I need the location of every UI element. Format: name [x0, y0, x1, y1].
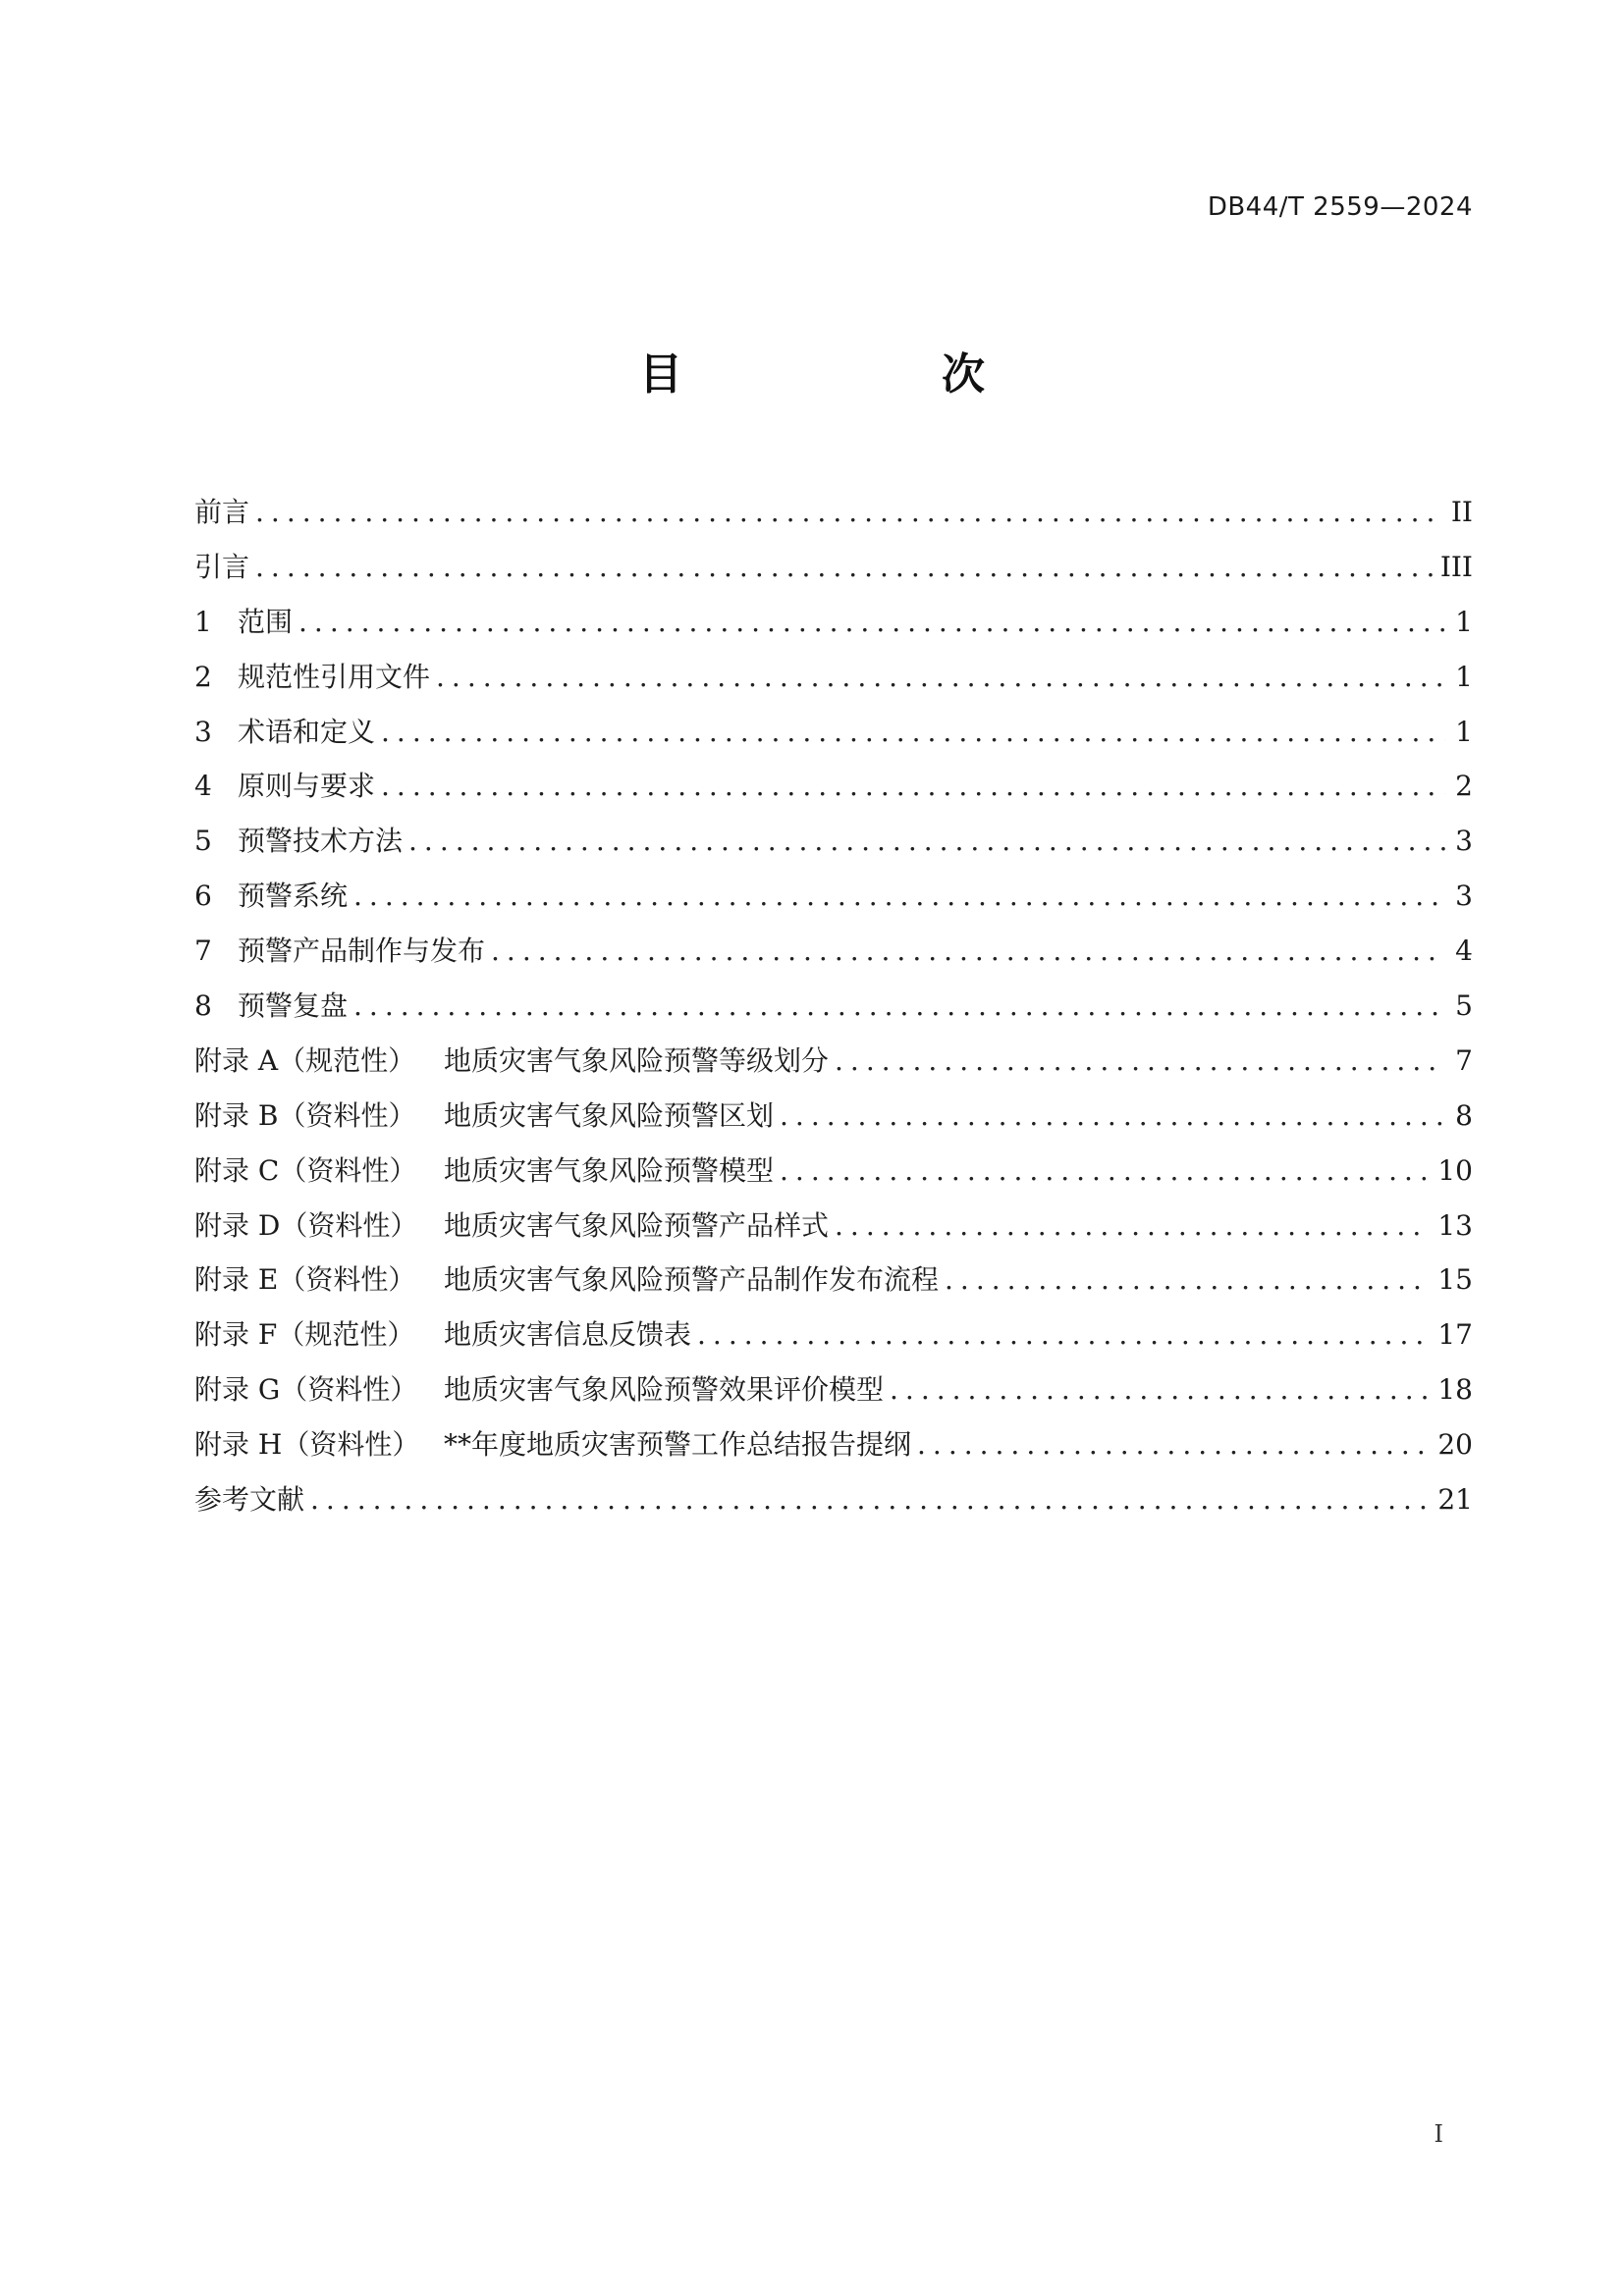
dot-leader — [255, 540, 1433, 595]
toc-item-number: 5 — [194, 825, 212, 858]
dot-leader — [408, 814, 1445, 869]
appendix-heading: 附录 B（资料性） — [194, 1098, 416, 1132]
dot-leader — [298, 595, 1445, 650]
toc-item-introduction[interactable] — [194, 540, 1473, 595]
appendix-title: 地质灾害信息反馈表 — [444, 1318, 692, 1352]
toc-item-page: 5 — [1455, 989, 1473, 1023]
dot-leader — [353, 869, 1445, 924]
appendix-heading: 附录 A（规范性） — [194, 1043, 416, 1077]
toc-item-page: III — [1439, 550, 1473, 583]
toc-item-product-release[interactable] — [194, 924, 1473, 979]
toc-item-page: 4 — [1455, 934, 1473, 968]
toc-item-principles[interactable] — [194, 759, 1473, 814]
toc-item-label: 预警复盘 — [238, 989, 349, 1023]
toc-item-number: 7 — [194, 934, 212, 968]
toc-item-label: 术语和定义 — [238, 715, 376, 748]
dot-leader — [491, 924, 1445, 979]
toc-item-page: 2 — [1455, 770, 1473, 803]
dot-leader — [835, 1034, 1445, 1089]
toc-item-page: 21 — [1437, 1483, 1473, 1517]
appendix-heading: 附录 D（资料性） — [194, 1208, 418, 1242]
dot-leader — [436, 650, 1445, 705]
appendix-title: 地质灾害气象风险预警等级划分 — [444, 1043, 830, 1077]
toc-appendix-h[interactable] — [194, 1417, 1473, 1472]
toc-item-label: 前言 — [194, 496, 250, 528]
dot-leader — [381, 705, 1445, 760]
dot-leader — [780, 1089, 1445, 1144]
toc-item-label: 规范性引用文件 — [238, 660, 431, 693]
dot-leader — [255, 485, 1443, 540]
toc-item-page: 8 — [1455, 1098, 1473, 1132]
toc-item-page: 15 — [1437, 1263, 1473, 1297]
dot-leader — [310, 1472, 1430, 1527]
toc-item-page: 3 — [1455, 880, 1473, 913]
toc-item-number: 6 — [194, 880, 212, 913]
toc-item-label: 参考文献 — [194, 1483, 305, 1517]
toc-appendix-c[interactable] — [194, 1144, 1473, 1199]
toc-item-label: 预警产品制作与发布 — [238, 934, 486, 968]
toc-item-page: 20 — [1437, 1428, 1473, 1462]
toc-item-page: II — [1450, 496, 1473, 528]
toc-appendix-g[interactable] — [194, 1362, 1473, 1417]
toc-item-technical-methods[interactable] — [194, 814, 1473, 869]
dot-leader — [917, 1417, 1430, 1472]
toc-item-label: 原则与要求 — [238, 770, 376, 803]
appendix-heading: 附录 G（资料性） — [194, 1373, 418, 1407]
toc-item-label: 预警系统 — [238, 880, 349, 913]
dot-leader — [945, 1253, 1430, 1308]
appendix-heading: 附录 F（规范性） — [194, 1318, 415, 1352]
toc-item-number: 4 — [194, 770, 212, 803]
toc-item-label: 范围 — [238, 605, 294, 638]
document-code: DB44/T 2559—2024 — [1207, 192, 1473, 222]
dot-leader — [780, 1144, 1430, 1199]
toc-item-page: 7 — [1455, 1043, 1473, 1077]
appendix-title: 地质灾害气象风险预警产品制作发布流程 — [444, 1263, 940, 1297]
appendix-title: 地质灾害气象风险预警效果评价模型 — [444, 1373, 885, 1407]
dot-leader — [890, 1362, 1430, 1417]
dot-leader — [381, 759, 1445, 814]
dot-leader — [835, 1199, 1430, 1254]
toc-item-scope[interactable] — [194, 595, 1473, 650]
toc-item-label: 预警技术方法 — [238, 825, 404, 858]
toc-item-number: 3 — [194, 715, 212, 748]
toc-item-page: 1 — [1455, 605, 1473, 638]
toc-item-normative-references[interactable] — [194, 650, 1473, 705]
appendix-heading: 附录 H（资料性） — [194, 1428, 420, 1462]
toc-item-number: 8 — [194, 989, 212, 1023]
toc-item-page: 17 — [1437, 1318, 1473, 1352]
toc-item-page: 18 — [1437, 1373, 1473, 1407]
toc-item-page: 13 — [1437, 1208, 1473, 1242]
toc-item-label: 引言 — [194, 550, 250, 583]
toc-item-terms-definitions[interactable] — [194, 705, 1473, 760]
page-title: 目 次 — [639, 349, 1093, 400]
dot-leader — [353, 979, 1445, 1034]
dot-leader — [697, 1308, 1430, 1362]
table-of-contents — [194, 485, 1473, 1527]
appendix-heading: 附录 E（资料性） — [194, 1263, 416, 1297]
appendix-title: 地质灾害气象风险预警模型 — [444, 1153, 775, 1187]
toc-item-page: 3 — [1455, 825, 1473, 858]
toc-item-number: 1 — [194, 605, 212, 638]
toc-item-review[interactable] — [194, 979, 1473, 1034]
appendix-title: 地质灾害气象风险预警产品样式 — [444, 1208, 830, 1242]
toc-appendix-f[interactable] — [194, 1308, 1473, 1362]
appendix-title: **年度地质灾害预警工作总结报告提纲 — [444, 1428, 912, 1462]
toc-item-page: 1 — [1455, 660, 1473, 693]
toc-appendix-b[interactable] — [194, 1089, 1473, 1144]
toc-item-page: 10 — [1437, 1153, 1473, 1187]
toc-item-references[interactable] — [194, 1472, 1473, 1527]
appendix-title: 地质灾害气象风险预警区划 — [444, 1098, 775, 1132]
toc-item-number: 2 — [194, 660, 212, 693]
page-number: I — [1434, 2120, 1443, 2148]
appendix-heading: 附录 C（资料性） — [194, 1153, 417, 1187]
toc-item-warning-system[interactable] — [194, 869, 1473, 924]
toc-item-foreword[interactable] — [194, 485, 1473, 540]
toc-item-page: 1 — [1455, 715, 1473, 748]
toc-appendix-a[interactable] — [194, 1034, 1473, 1089]
toc-appendix-e[interactable] — [194, 1253, 1473, 1308]
toc-appendix-d[interactable] — [194, 1199, 1473, 1254]
